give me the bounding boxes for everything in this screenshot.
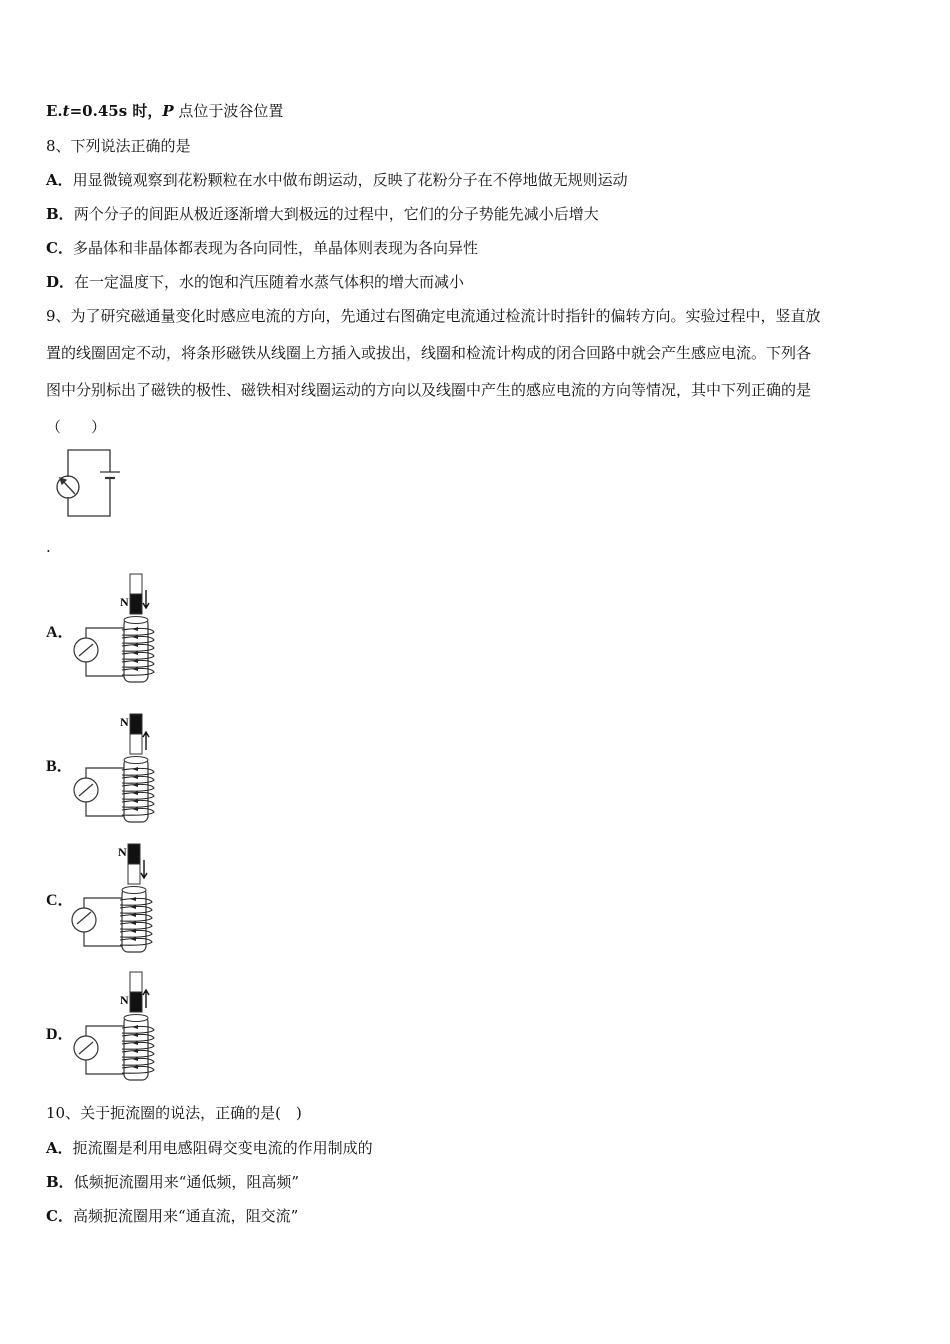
q9-option-b-figure xyxy=(72,710,172,829)
galvanometer-icon xyxy=(72,908,96,932)
option-label: A． xyxy=(46,171,73,189)
option-label: E. xyxy=(46,102,63,120)
text: 点位于波谷位置 xyxy=(173,102,284,120)
var-t: t xyxy=(62,102,70,120)
q8-stem: 8、下列说法正确的是 xyxy=(46,137,191,155)
q9-option-d-label: D． xyxy=(46,1026,74,1043)
q8-option-b xyxy=(46,204,599,224)
bar-magnet xyxy=(130,972,142,1012)
option-text: 在一定温度下，水的饱和汽压随着水蒸气体积的增大而减小 xyxy=(74,273,465,291)
q8-option-a xyxy=(46,170,628,190)
n-pole-label: N xyxy=(118,845,127,859)
option-text: 多晶体和非晶体都表现为各向同性，单晶体则表现为各向异性 xyxy=(72,239,478,257)
n-pole-label: N xyxy=(120,993,129,1007)
q9-option-c-figure xyxy=(70,840,170,959)
q10-option-b xyxy=(46,1172,299,1192)
q9-option-b-label: B． xyxy=(46,758,73,775)
q9-stem-line: 图中分别标出了磁铁的极性、磁铁相对线圈运动的方向以及线圈中产生的感应电流的方向等情况，其中下列正确的是 xyxy=(46,381,812,399)
option-text: 低频扼流圈用来“通低频，阻高频” xyxy=(73,1173,300,1191)
magnet-coil-diagram xyxy=(70,840,170,955)
option-label: C． xyxy=(46,1207,73,1225)
n-pole-label: N xyxy=(120,595,129,609)
q9-option-c-label: C． xyxy=(46,892,74,909)
option-label: A． xyxy=(46,1139,73,1157)
option-label: B． xyxy=(46,205,74,223)
option-label: C． xyxy=(46,239,73,257)
q9-option-d-figure xyxy=(72,968,172,1087)
bar-magnet xyxy=(130,714,142,754)
motion-arrow-icon xyxy=(143,732,149,750)
dot: . xyxy=(46,538,51,556)
q7-option-e xyxy=(46,101,283,121)
option-text: 扼流圈是利用电感阻碍交变电流的作用制成的 xyxy=(72,1139,373,1157)
q9-answer-blank: （ ） xyxy=(46,418,107,436)
reference-circuit-diagram xyxy=(40,445,120,523)
option-label: B． xyxy=(46,1173,74,1191)
q9-stem-line: 9、为了研究磁通量变化时感应电流的方向，先通过右图确定电流通过检流计时指针的偏转方向。实验过程中，竖直放 xyxy=(46,307,821,325)
var-p: P xyxy=(162,102,174,120)
coil-cylinder xyxy=(124,1016,148,1080)
option-text: 高频扼流圈用来“通直流，阻交流” xyxy=(72,1207,299,1225)
q10-option-c xyxy=(46,1206,298,1226)
option-text: 用显微镜观察到花粉颗粒在水中做布朗运动，反映了花粉分子在不停地做无规则运动 xyxy=(72,171,628,189)
q9-option-a-label: A． xyxy=(46,624,74,641)
coil-cylinder xyxy=(122,888,146,952)
motion-arrow-icon xyxy=(143,590,149,608)
magnet-coil-diagram xyxy=(72,570,172,685)
coil-cylinder xyxy=(124,758,148,822)
motion-arrow-icon xyxy=(141,860,147,878)
q8-option-c xyxy=(46,238,478,258)
q8-option-d xyxy=(46,272,464,292)
option-text: 两个分子的间距从极近逐渐增大到极远的过程中，它们的分子势能先减小后增大 xyxy=(73,205,599,223)
bar-magnet xyxy=(130,574,142,614)
magnet-coil-diagram xyxy=(72,968,172,1083)
motion-arrow-icon xyxy=(143,990,149,1008)
q9-stem-line: 置的线圈固定不动，将条形磁铁从线圈上方插入或拔出，线圈和检流计构成的闭合回路中就会产生感应电流。下列各 xyxy=(46,344,812,362)
coil-cylinder xyxy=(124,618,148,682)
q10-option-a xyxy=(46,1138,373,1158)
n-pole-label: N xyxy=(120,715,129,729)
q9-option-a-figure xyxy=(72,570,172,689)
q10-stem: 10、关于扼流圈的说法，正确的是( ) xyxy=(46,1104,302,1122)
text: =0.45s 时， xyxy=(69,102,163,120)
option-label: D． xyxy=(46,273,75,291)
bar-magnet xyxy=(128,844,140,884)
magnet-coil-diagram xyxy=(72,710,172,825)
